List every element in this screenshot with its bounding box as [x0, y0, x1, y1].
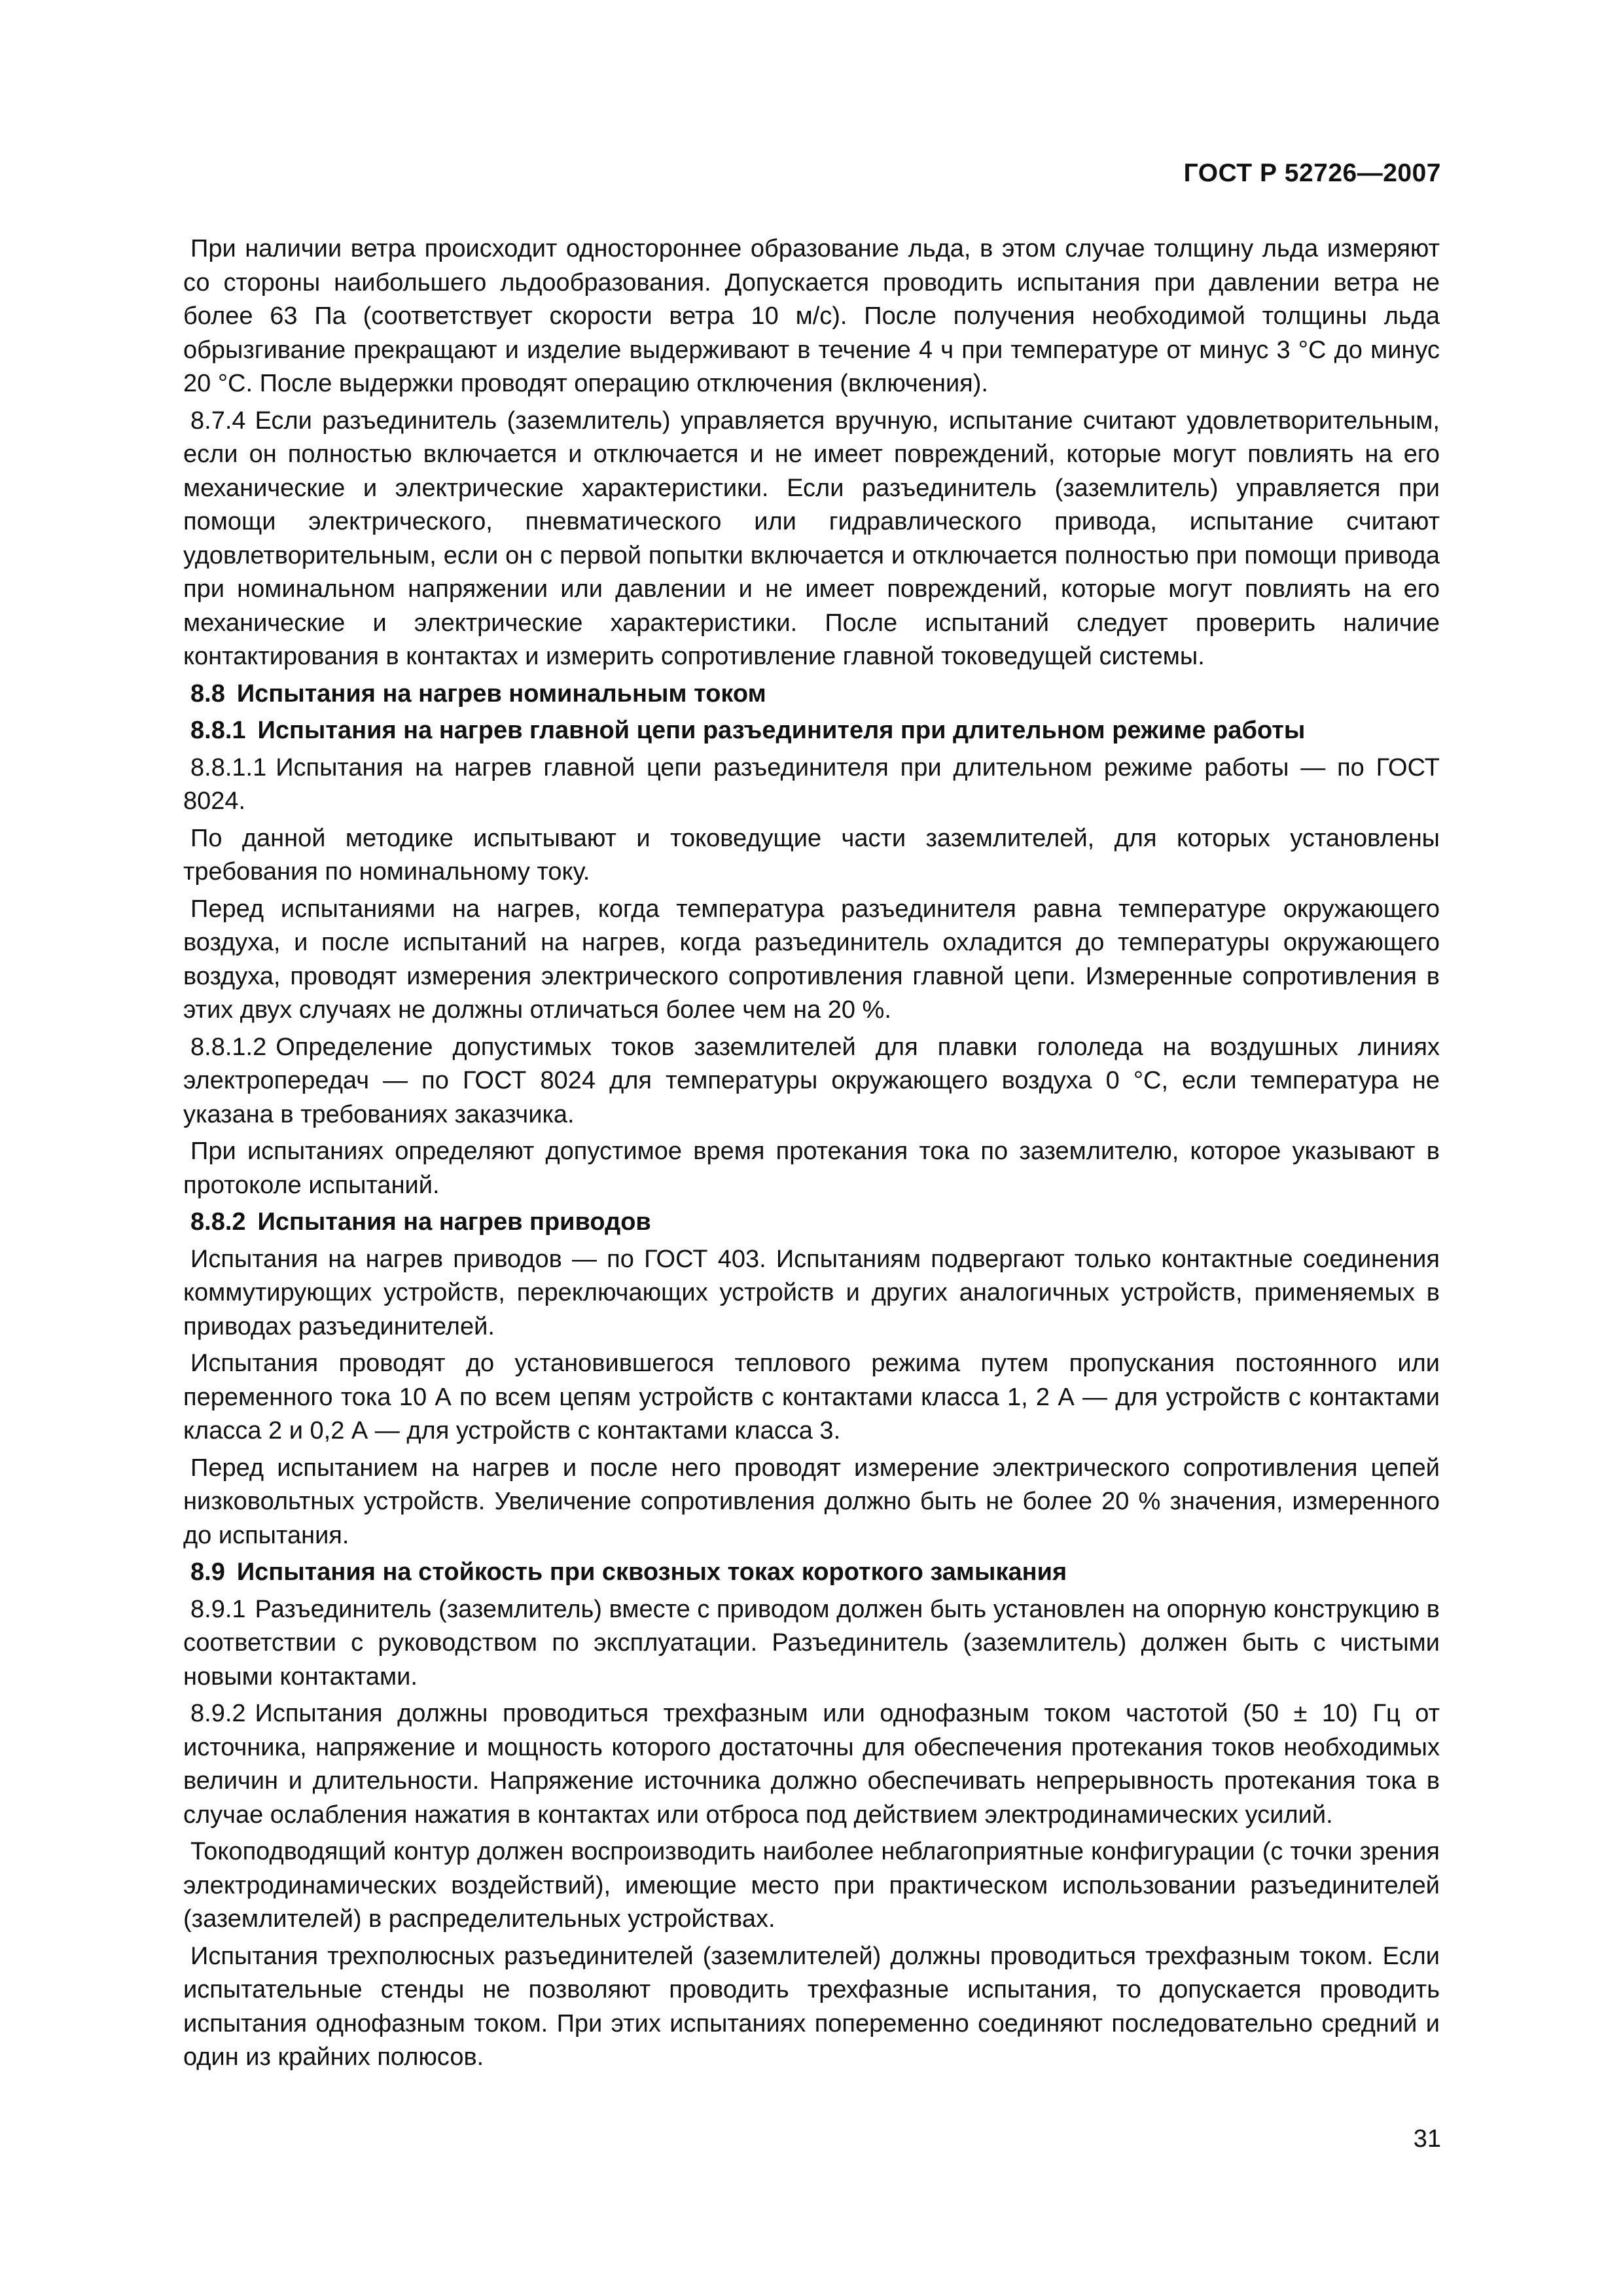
clause-number: 8.9.1 [190, 1595, 246, 1623]
paragraph-wind-ice: При наличии ветра происходит одностороннее образование льда, в этом случае толщину льда измеряют со стороны наибольшего льдообразования. Допускается проводить испытания при давлении ветра не более 63 Па (соответствует скорости ветра 10 м/с). После получения необходимой толщины льда обрызгивание прекращают и изделие выдерживают в течение 4 ч при температуре от минус 3 °С до минус 20 °С. После выдержки проводят операцию отключения (включения). [183, 235, 1440, 397]
page-number: 31 [1413, 2125, 1441, 2153]
paragraph-drive-heating: Испытания на нагрев приводов — по ГОСТ 403. Испытаниям подвергают только контактные соединения коммутирующих устройств, переключающих устройств и других аналогичных устройств, применяемых в приводах разъединителей. [183, 1245, 1440, 1340]
paragraph-three-pole-tests: Испытания трехполюсных разъединителей (заземлителей) должны проводиться трехфазным током. Если испытательные стенды не позволяют проводить трехфазные испытания, то допускается проводить испытания однофазным током. При этих испытаниях попеременно соединяют последовательно средний и один из крайних полюсов. [183, 1942, 1440, 2071]
clause-text: Разъединитель (заземлитель) вместе с приводом должен быть установлен на опорную конструкцию в соответствии с руководством по эксплуатации. Разъединитель (заземлитель) должен быть с чистыми новыми контактами. [183, 1595, 1440, 1691]
paragraph-current-loop: Токоподводящий контур должен воспроизводить наиболее неблагоприятные конфигурации (с точки зрения электродинамических воздействий), имеющие место при практическом использовании разъединителей (заземлителей) в распределительных устройствах. [183, 1838, 1440, 1933]
paragraph-method-earthing: По данной методике испытывают и токоведущие части заземлителей, для которых установлены требования по номинальному току. [183, 824, 1440, 886]
paragraph-8-8-1-1 [183, 751, 1440, 819]
clause-text: Определение допустимых токов заземлителей для плавки гололеда на воздушных линиях электропередач — по ГОСТ 8024 для температуры окружающего воздуха 0 °С, если температура не указана в требованиях заказчика. [183, 1033, 1440, 1128]
section-number: 8.8.1 [190, 717, 246, 744]
section-title: Испытания на нагрев приводов [257, 1208, 651, 1236]
clause-number: 8.7.4 [190, 406, 246, 435]
document-body [183, 232, 1440, 2078]
section-title: Испытания на нагрев главной цепи разъединителя при длительном режиме работы [257, 717, 1306, 744]
paragraph-current-time: При испытаниях определяют допустимое время протекания тока по заземлителю, которое указывают в протоколе испытаний. [183, 1138, 1440, 1199]
paragraph-8-9-2 [183, 1697, 1440, 1832]
clause-text: Испытания должны проводиться трехфазным или однофазным током частотой (50 ± 10) Гц от источника, напряжение и мощность которого достаточны для обеспечения протекания токов необходимых величин и длительности. Напряжение источника должно обеспечивать непрерывность протекания тока в случае ослабления нажатия в контактах или отброса под действием электродинамических усилий. [183, 1700, 1440, 1829]
section-title: Испытания на стойкость при сквозных токах короткого замыкания [236, 1558, 1067, 1586]
document-standard-id: ГОСТ Р 52726—2007 [1183, 159, 1441, 187]
paragraph-8-8-1-2 [183, 1031, 1440, 1132]
section-number: 8.8.2 [190, 1208, 246, 1236]
paragraph-resistance-measurement: Перед испытаниями на нагрев, когда температура разъединителя равна температуре окружающего воздуха, и после испытаний на нагрев, когда разъединитель охладится до температуры окружающего воздуха, проводят измерения электрического сопротивления главной цепи. Измеренные сопротивления в этих двух случаях не должны отличаться более чем на 20 %. [183, 895, 1440, 1024]
clause-number: 8.8.1.1 [190, 753, 267, 781]
clause-text: Испытания на нагрев главной цепи разъединителя при длительном режиме работы — по ГОСТ 8024. [183, 753, 1440, 815]
section-heading-8-8 [183, 677, 1440, 711]
section-number: 8.9 [190, 1558, 225, 1586]
section-title: Испытания на нагрев номинальным током [236, 679, 766, 708]
paragraph-low-voltage-resistance: Перед испытанием на нагрев и после него проводят измерение электрического сопротивления цепей низковольтных устройств. Увеличение сопротивления должно быть не более 20 % значения, измеренного до испытания. [183, 1454, 1440, 1549]
paragraph-8-7-4 [183, 404, 1440, 674]
section-heading-8-8-1 [183, 714, 1440, 748]
clause-number: 8.8.1.2 [190, 1033, 267, 1061]
paragraph-thermal-regime: Испытания проводят до установившегося теплового режима путем пропускания постоянного или переменного тока 10 А по всем цепям устройств с контактами класса 1, 2 А — для устройств с контактами класса 2 и 0,2 А — для устройств с контактами класса 3. [183, 1350, 1440, 1444]
section-number: 8.8 [190, 679, 225, 708]
paragraph-8-9-1 [183, 1593, 1440, 1695]
clause-text: Если разъединитель (заземлитель) управляется вручную, испытание считают удовлетворительным, если он полностью включается и отключается и не имеет повреждений, которые могут повлиять на его механические и электрические характеристики. Если разъединитель (заземлитель) управляется при помощи электрического, пневматического или гидравлического привода, испытание считают удовлетворительным, если он с первой попытки включается и отключается полностью при помощи привода при номинальном напряжении или давлении и не имеет повреждений, которые могут повлиять на его механические и электрические характеристики. После испытаний следует проверить наличие контактирования в контактах и измерить сопротивление главной токоведущей системы. [183, 406, 1440, 670]
section-heading-8-9 [183, 1556, 1440, 1590]
section-heading-8-8-2 [183, 1206, 1440, 1240]
clause-number: 8.9.2 [190, 1700, 246, 1727]
